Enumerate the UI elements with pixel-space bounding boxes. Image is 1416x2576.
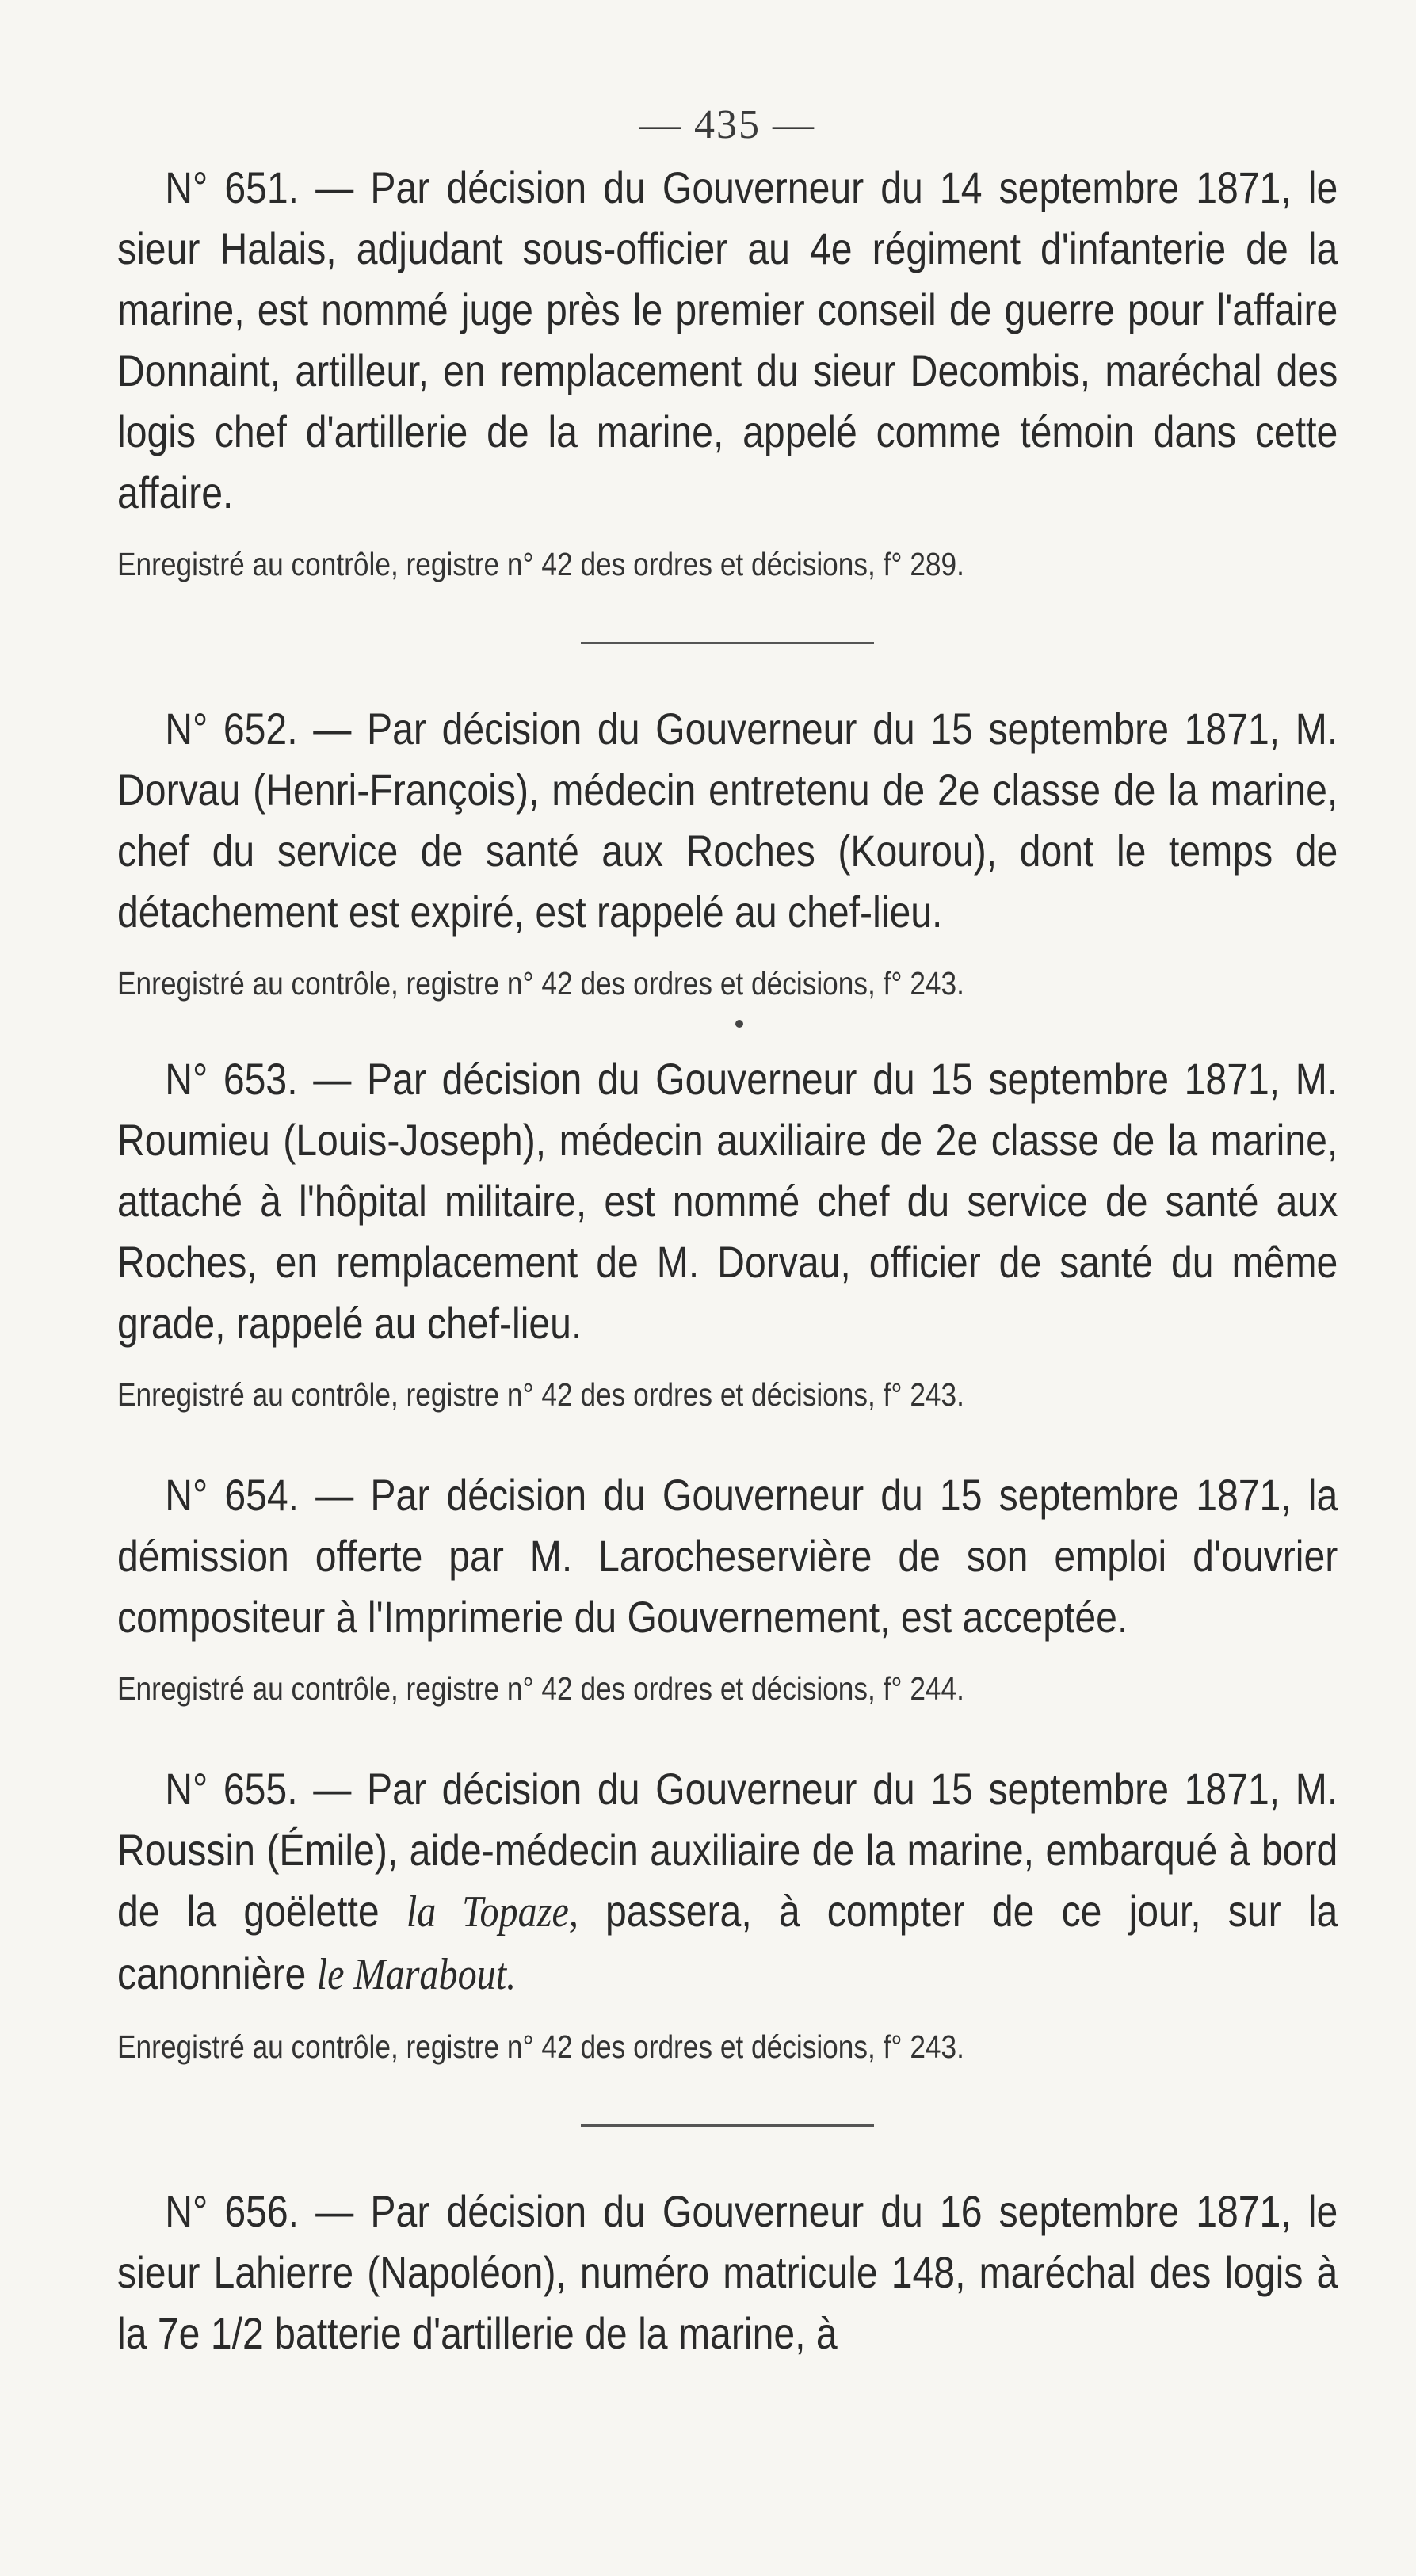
entry-body-middle: passera, à compter de ce jour, sur la canonnière xyxy=(117,1886,1338,1998)
registration-note: Enregistré au contrôle, registre n° 42 des ordres et décisions, f° 243. xyxy=(117,2028,964,2065)
ship-name: le Marabout. xyxy=(316,1950,517,1999)
entry-text xyxy=(117,1464,1338,1647)
decision-entry-652 xyxy=(117,698,1338,1004)
document-page xyxy=(117,63,1338,2551)
separator-rule xyxy=(581,2124,874,2127)
decision-entry-656 xyxy=(117,2181,1338,2364)
registration-note: Enregistré au contrôle, registre n° 42 des ordres et décisions, f° 243. xyxy=(117,965,964,1002)
decision-entry-651 xyxy=(117,157,1338,585)
separator-rule xyxy=(581,642,874,644)
registration-note: Enregistré au contrôle, registre n° 42 des ordres et décisions, f° 243. xyxy=(117,1376,964,1413)
entry-number: N° 654. xyxy=(165,1470,300,1520)
entry-body: — Par décision du Gouverneur du 15 septembre 1871, la démission offerte par M. Larocheservière de son emploi d'ouvrier compositeur à l'Imprimerie du Gouvernement, est acceptée. xyxy=(117,1470,1338,1642)
decision-entry-655 xyxy=(117,1758,1338,2067)
registration-note: Enregistré au contrôle, registre n° 42 des ordres et décisions, f° 289. xyxy=(117,546,964,582)
decision-entry-653 xyxy=(117,1048,1338,1415)
entry-text xyxy=(117,698,1338,942)
entry-number: N° 653. xyxy=(165,1054,298,1104)
ink-dot xyxy=(735,1020,743,1028)
entry-number: N° 656. xyxy=(165,2186,300,2236)
entry-body: — Par décision du Gouverneur du 15 septembre 1871, M. Roumieu (Louis-Joseph), médecin auxiliaire de 2e classe de la marine, attaché à l'hôpital militaire, est nommé chef du service de santé aux Roches, en remplacement de M. Dorvau, officier de santé du même grade, rappelé au chef-lieu. xyxy=(117,1054,1338,1348)
registration-note: Enregistré au contrôle, registre n° 42 des ordres et décisions, f° 244. xyxy=(117,1670,964,1707)
entry-body: — Par décision du Gouverneur du 16 septembre 1871, le sieur Lahierre (Napoléon), numéro matricule 148, maréchal des logis à la 7e 1/2 batterie d'artillerie de la marine, à xyxy=(117,2186,1338,2358)
entry-body: — Par décision du Gouverneur du 14 septembre 1871, le sieur Halais, adjudant sous-officier au 4e régiment d'infanterie de la marine, est nommé juge près le premier conseil de guerre pour l'affaire Donnaint, artilleur, en remplacement du sieur Decombis, maréchal des logis chef d'artillerie de la marine, appelé comme témoin dans cette affaire. xyxy=(117,162,1338,517)
entry-text xyxy=(117,1048,1338,1353)
decision-entry-654 xyxy=(117,1464,1338,1709)
entry-text xyxy=(117,2181,1338,2364)
page-number: — 435 — xyxy=(639,102,815,147)
spacer xyxy=(117,1415,1338,1464)
entry-text xyxy=(117,157,1338,523)
entry-body: — Par décision du Gouverneur du 15 septembre 1871, M. Dorvau (Henri-François), médecin entretenu de 2e classe de la marine, chef du service de santé aux Roches (Kourou), dont le temps de détachement est expiré, est rappelé au chef-lieu. xyxy=(117,704,1338,937)
ship-name: la Topaze, xyxy=(406,1887,578,1937)
entry-number: N° 651. xyxy=(165,162,300,212)
entry-number: N° 652. xyxy=(165,704,298,754)
spacer xyxy=(117,1709,1338,1758)
entry-body-before: — Par décision du Gouverneur du 15 septembre 1871, M. Roussin (Émile), aide-médecin auxiliaire de la marine, embarqué à bord de la goëlette xyxy=(117,1764,1338,1936)
entry-number: N° 655. xyxy=(165,1764,298,1814)
entry-text xyxy=(117,1758,1338,2005)
